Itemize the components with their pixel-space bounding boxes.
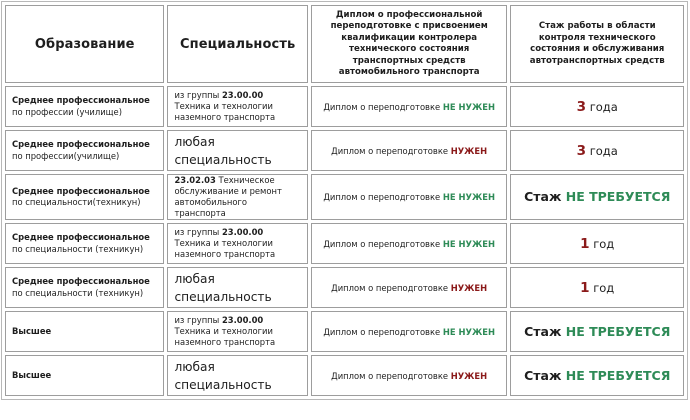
experience-status: НЕ ТРЕБУЕТСЯ bbox=[565, 189, 671, 204]
diploma-label: Диплом о переподготовке bbox=[323, 326, 443, 337]
cell-diploma bbox=[311, 130, 508, 171]
diploma-label: Диплом о переподготовке bbox=[331, 282, 451, 293]
cell-experience bbox=[510, 174, 684, 220]
cell-experience bbox=[510, 223, 684, 264]
table-body bbox=[5, 86, 684, 396]
cell-experience bbox=[510, 355, 684, 396]
table-row bbox=[5, 130, 684, 171]
cell-diploma bbox=[311, 86, 508, 127]
specialty-name: Техника и технологии наземного транспорта bbox=[174, 101, 276, 122]
specialty-name: Техника и технологии наземного транспорта bbox=[174, 238, 276, 259]
diploma-status: НЕ НУЖЕН bbox=[442, 192, 495, 202]
education-basis: по специальности(техникун) bbox=[12, 197, 141, 207]
cell-experience bbox=[510, 311, 684, 352]
diploma-status: НУЖЕН bbox=[450, 370, 488, 381]
diploma-label: Диплом о переподготовке bbox=[323, 192, 443, 202]
cell-experience bbox=[510, 267, 684, 308]
education-level: Среднее профессиональное bbox=[12, 232, 150, 242]
diploma-status: НУЖЕН bbox=[450, 282, 488, 293]
table-row bbox=[5, 174, 684, 220]
experience-unit: года bbox=[586, 99, 618, 114]
specialty-code: 23.00.00 bbox=[221, 90, 264, 100]
education-level: Среднее профессиональное bbox=[12, 276, 150, 286]
education-level: Среднее профессиональное bbox=[12, 139, 150, 149]
header-row bbox=[5, 5, 684, 83]
specialty-code: 23.00.00 bbox=[221, 227, 264, 237]
education-level: Высшее bbox=[12, 325, 52, 336]
education-level: Среднее профессиональное bbox=[12, 95, 150, 105]
table-row bbox=[5, 311, 684, 352]
education-basis: по специальности (техникун) bbox=[12, 287, 144, 298]
experience-years: 1 bbox=[580, 235, 590, 252]
table-row bbox=[5, 267, 684, 308]
experience-label: Стаж bbox=[524, 189, 566, 204]
education-basis: по профессии(училище) bbox=[12, 150, 120, 161]
experience-label: Стаж bbox=[524, 367, 566, 383]
header-experience: Стаж работы в области контроля технического состояния и обслуживания автотранспортных средств bbox=[510, 5, 684, 83]
cell-education bbox=[5, 311, 164, 352]
specialty-text: любая специальность bbox=[174, 134, 272, 167]
diploma-label: Диплом о переподготовке bbox=[323, 101, 443, 112]
experience-unit: год bbox=[589, 236, 615, 251]
specialty-prefix: из группы bbox=[174, 90, 222, 100]
education-level: Высшее bbox=[12, 369, 52, 380]
cell-diploma bbox=[311, 267, 508, 308]
diploma-status: НЕ НУЖЕН bbox=[442, 326, 495, 337]
education-basis: по специальности (техникун) bbox=[12, 243, 144, 254]
header-education: Образование bbox=[5, 5, 164, 83]
experience-status: НЕ ТРЕБУЕТСЯ bbox=[565, 367, 671, 383]
diploma-status: НЕ НУЖЕН bbox=[442, 101, 495, 112]
table-row bbox=[5, 223, 684, 264]
experience-label: Стаж bbox=[524, 323, 566, 339]
specialty-code: 23.00.00 bbox=[221, 315, 264, 325]
cell-education bbox=[5, 174, 164, 220]
cell-diploma bbox=[311, 311, 508, 352]
experience-years: 3 bbox=[576, 142, 587, 159]
cell-specialty bbox=[167, 311, 307, 352]
education-level: Среднее профессиональное bbox=[12, 185, 150, 196]
cell-specialty bbox=[167, 174, 307, 220]
cell-experience bbox=[510, 130, 684, 171]
cell-diploma bbox=[311, 174, 508, 220]
experience-years: 1 bbox=[580, 279, 590, 296]
requirements-table bbox=[1, 1, 688, 400]
cell-education bbox=[5, 223, 164, 264]
specialty-code: 23.02.03 bbox=[174, 175, 216, 185]
specialty-name: Техника и технологии наземного транспорта bbox=[174, 326, 276, 347]
cell-education bbox=[5, 130, 164, 171]
cell-specialty bbox=[167, 130, 307, 171]
header-specialty: Специальность bbox=[167, 5, 307, 83]
specialty-text: любая специальность bbox=[174, 271, 272, 304]
cell-education bbox=[5, 355, 164, 396]
specialty-prefix: из группы bbox=[174, 227, 222, 237]
specialty-text: любая специальность bbox=[174, 359, 272, 392]
specialty-name: Техническое обслуживание и ремонт автомобильного транспорта bbox=[174, 175, 282, 218]
table-row bbox=[5, 86, 684, 127]
table-row bbox=[5, 355, 684, 396]
cell-diploma bbox=[311, 355, 508, 396]
diploma-status: НУЖЕН bbox=[450, 145, 488, 156]
specialty-prefix: из группы bbox=[174, 315, 222, 325]
cell-specialty bbox=[167, 267, 307, 308]
education-basis: по профессии (училище) bbox=[12, 106, 122, 117]
diploma-label: Диплом о переподготовке bbox=[323, 238, 443, 249]
experience-unit: года bbox=[586, 143, 618, 158]
diploma-status: НЕ НУЖЕН bbox=[442, 238, 495, 249]
cell-diploma bbox=[311, 223, 508, 264]
diploma-label: Диплом о переподготовке bbox=[331, 370, 451, 381]
cell-specialty bbox=[167, 355, 307, 396]
cell-education bbox=[5, 267, 164, 308]
cell-specialty bbox=[167, 86, 307, 127]
diploma-label: Диплом о переподготовке bbox=[331, 145, 451, 156]
cell-specialty bbox=[167, 223, 307, 264]
cell-education bbox=[5, 86, 164, 127]
experience-years: 3 bbox=[576, 98, 587, 115]
cell-experience bbox=[510, 86, 684, 127]
header-diploma: Диплом о профессиональной переподготовке с присвоением квалификации контролера технического состояния транспортных средств автомобильного транспорта bbox=[311, 5, 508, 83]
experience-status: НЕ ТРЕБУЕТСЯ bbox=[565, 323, 671, 339]
experience-unit: год bbox=[589, 280, 615, 295]
